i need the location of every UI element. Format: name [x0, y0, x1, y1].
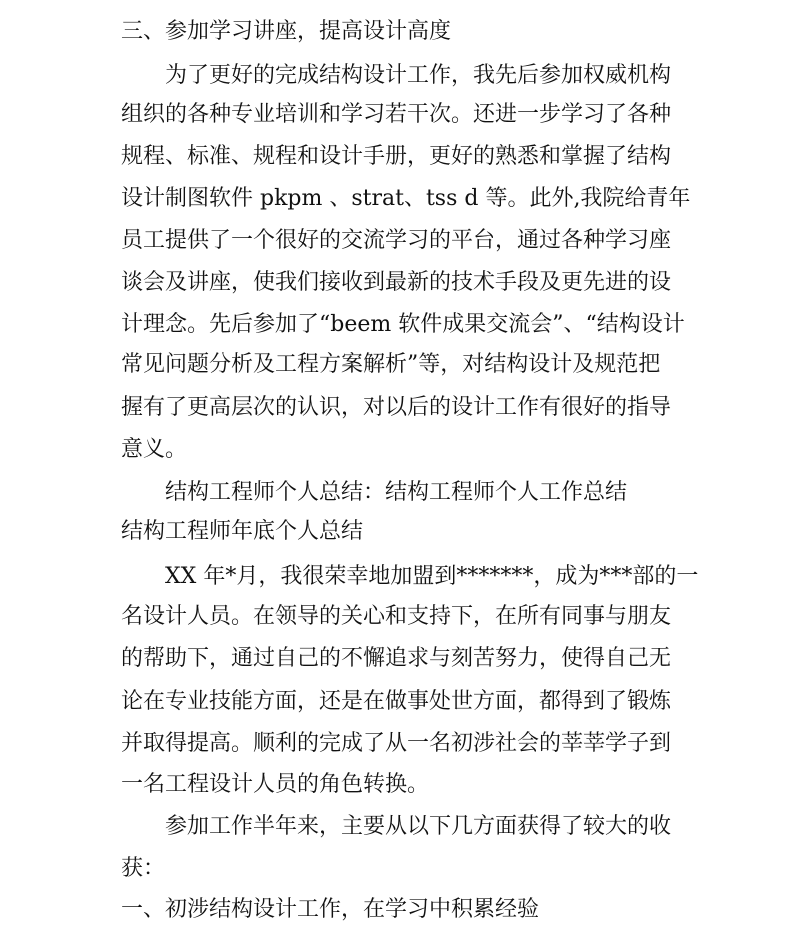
text-line: 三、参加学习讲座，提高设计高度 — [121, 19, 452, 44]
text-line: 一名工程设计人员的角色转换。 — [121, 772, 430, 797]
text-line: 意义。 — [121, 437, 188, 462]
text-line: 名设计人员。在领导的关心和支持下，在所有同事与朋友 — [121, 604, 672, 629]
text-line: 为了更好的完成结构设计工作，我先后参加权威机构 — [121, 63, 672, 88]
text-line: XX 年*月，我很荣幸地加盟到*******，成为***部的一 — [121, 564, 699, 589]
text-line: 的帮助下，通过自己的不懈追求与刻苦努力，使得自己无 — [121, 646, 672, 671]
text-line: 员工提供了一个很好的交流学习的平台，通过各种学习座 — [121, 228, 672, 253]
text-line: 结构工程师个人总结：结构工程师个人工作总结 — [121, 480, 628, 505]
text-line: 握有了更高层次的认识，对以后的设计工作有很好的指导 — [121, 395, 672, 420]
text-line: 规程、标准、规程和设计手册，更好的熟悉和掌握了结构 — [121, 144, 672, 169]
text-line: 获： — [121, 856, 166, 881]
text-line: 设计制图软件 pkpm 、strat、tss d 等。此外,我院给青年 — [121, 186, 691, 211]
text-line: 谈会及讲座，使我们接收到最新的技术手段及更先进的设 — [121, 270, 672, 295]
text-line: 一、初涉结构设计工作，在学习中积累经验 — [121, 897, 540, 922]
text-line: 并取得提高。顺利的完成了从一名初涉社会的莘莘学子到 — [121, 731, 672, 756]
text-line: 常见问题分析及工程方案解析”等，对结构设计及规范把 — [121, 352, 661, 377]
text-line: 组织的各种专业培训和学习若干次。还进一步学习了各种 — [121, 102, 672, 127]
text-line: 参加工作半年来，主要从以下几方面获得了较大的收 — [121, 814, 672, 839]
text-line: 计理念。先后参加了“beem 软件成果交流会”、“结构设计 — [121, 312, 685, 337]
text-line: 结构工程师年底个人总结 — [121, 519, 364, 544]
text-line: 论在专业技能方面，还是在做事处世方面，都得到了锻炼 — [121, 689, 672, 714]
